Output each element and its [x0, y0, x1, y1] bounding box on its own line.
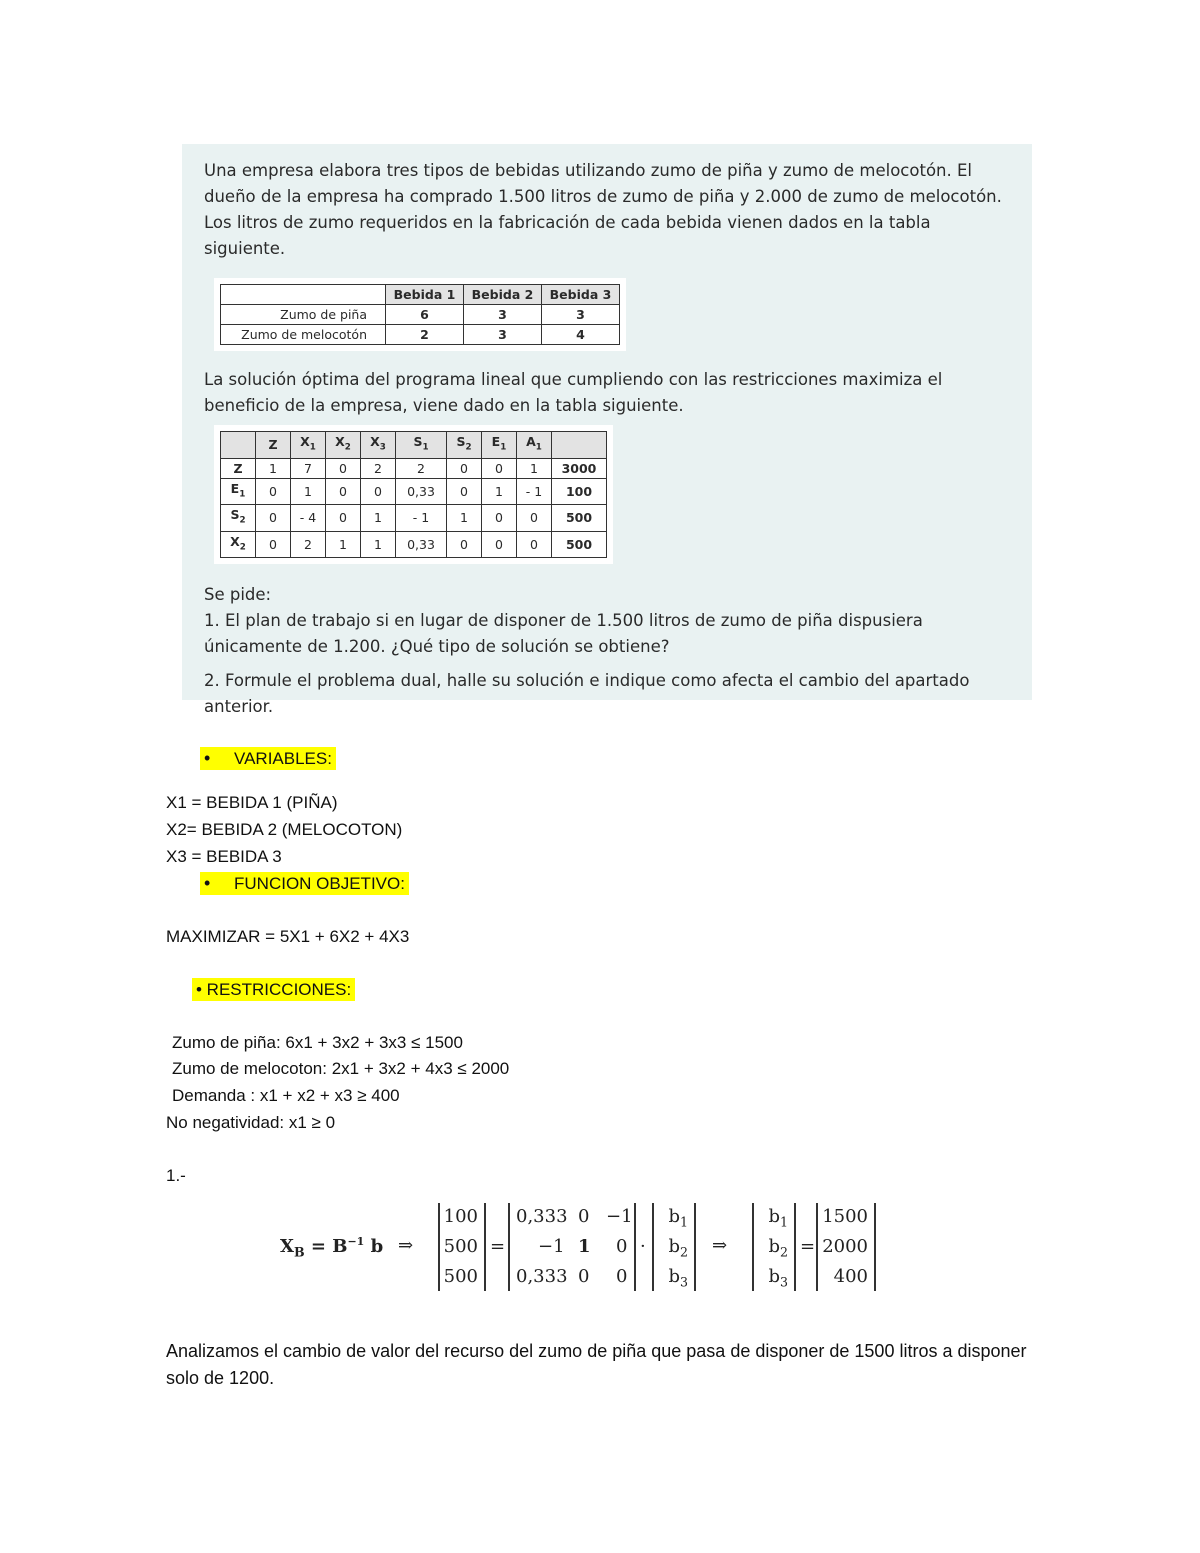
- table-cell: 2: [386, 325, 464, 345]
- dot-operator: ·: [640, 1236, 646, 1257]
- table-header: $S_1$: [396, 432, 447, 459]
- restrictions-heading: • RESTRICCIONES:: [192, 978, 355, 1001]
- problem-intro: Una empresa elabora tres tipos de bebidas utilizando zumo de piña y zumo de melocotón. El dueño de la empresa ha comprado 1.500 litros de zumo de piña y 2.000 de zumo de melocotón. Los litros de zumo requeridos en la fabricación de cada bebida vienen dados en la tabla siguiente.: [204, 161, 1002, 258]
- table-cell: 500: [552, 531, 607, 558]
- table-cell: 3: [464, 325, 542, 345]
- basis-formula: [280, 1203, 880, 1293]
- rhs-vector: 1500 2000 400: [816, 1203, 876, 1291]
- table-corner: [221, 432, 256, 459]
- table-cell: 7: [291, 458, 326, 478]
- restriction-line: Zumo de piña: 6x1 + 3x2 + 3x3 ≤ 1500: [172, 1033, 463, 1052]
- table-row: [221, 458, 607, 478]
- restriction-line: Demanda : x1 + x2 + x3 ≥ 400: [172, 1086, 400, 1105]
- table-header: $X_1$: [291, 432, 326, 459]
- equals-sign: =: [800, 1236, 816, 1257]
- table-header: $X_2$: [326, 432, 361, 459]
- table-header: $A_1$: [517, 432, 552, 459]
- table-header: Bebida 3: [542, 285, 620, 305]
- ask-label: Se pide:: [204, 585, 272, 604]
- table-cell: 1: [517, 458, 552, 478]
- row-label: $S_2$: [221, 505, 256, 532]
- row-label: Z: [221, 458, 256, 478]
- variable-line: X3 = BEBIDA 3: [166, 847, 282, 866]
- b-vector-2: $b_1$ $b_2$ $b_3$: [752, 1203, 796, 1291]
- table-cell: 3: [464, 305, 542, 325]
- table-cell: 100: [552, 478, 607, 505]
- bullet-icon: •: [204, 873, 211, 893]
- requirements-table-wrap: [214, 278, 626, 351]
- table-row: [221, 505, 607, 532]
- table-cell: 0: [361, 478, 396, 505]
- restriction-line: No negatividad: x1 ≥ 0: [166, 1113, 336, 1132]
- bullet-icon: •: [204, 748, 211, 768]
- variables-heading: • VARIABLES:: [200, 747, 336, 770]
- table-header: $E_1$: [482, 432, 517, 459]
- variables-heading-line: [200, 748, 336, 769]
- table-cell: 2: [396, 458, 447, 478]
- table-cell: 1: [291, 478, 326, 505]
- table-cell: 0: [326, 478, 361, 505]
- table-cell: 0: [482, 505, 517, 532]
- simplex-table: [220, 431, 607, 558]
- variable-line: X1 = BEBIDA 1 (PIÑA): [166, 793, 338, 812]
- table-cell: 0,33: [396, 478, 447, 505]
- table-cell: 1: [482, 478, 517, 505]
- table-row: [221, 325, 620, 345]
- table-cell: 0: [482, 531, 517, 558]
- table-row: [221, 531, 607, 558]
- table-header: Bebida 1: [386, 285, 464, 305]
- analysis-paragraph: Analizamos el cambio de valor del recurso del zumo de piña que pasa de disponer de 1500 litros a disponer solo de 1200.: [166, 1341, 1027, 1388]
- section-1-label: 1.-: [166, 1166, 186, 1185]
- table-cell: 0: [256, 505, 291, 532]
- table-cell: 0: [326, 458, 361, 478]
- table-cell: 1: [361, 531, 396, 558]
- b-vector: $b_1$ $b_2$ $b_3$: [652, 1203, 696, 1291]
- requirements-table: [220, 284, 620, 345]
- row-label: Zumo de melocotón: [221, 325, 386, 345]
- question-1: 1. El plan de trabajo si en lugar de disponer de 1.500 litros de zumo de piña dispusiera únicamente de 1.200. ¿Qué tipo de solución se obtiene?: [204, 611, 923, 656]
- implies-arrow-2: ⇒: [712, 1235, 728, 1256]
- table-cell: 1: [447, 505, 482, 532]
- table-cell: - 1: [517, 478, 552, 505]
- table-corner: [221, 285, 386, 305]
- table-row: [221, 305, 620, 325]
- table-header: $S_2$: [447, 432, 482, 459]
- objective-heading-line: [200, 873, 409, 894]
- formula-lhs: $X_B = B^{-1}$ b: [280, 1235, 384, 1260]
- table-cell: 0,33: [396, 531, 447, 558]
- table-cell: 3000: [552, 458, 607, 478]
- restrictions-heading-line: [192, 980, 355, 1000]
- table-cell: 0: [326, 505, 361, 532]
- table-cell: 3: [542, 305, 620, 325]
- table-cell: - 1: [396, 505, 447, 532]
- table-cell: 0: [447, 458, 482, 478]
- table-cell: 500: [552, 505, 607, 532]
- table-cell: 0: [256, 531, 291, 558]
- row-label: Zumo de piña: [221, 305, 386, 325]
- restriction-line: Zumo de melocoton: 2x1 + 3x2 + 4x3 ≤ 2000: [172, 1059, 510, 1078]
- solution-text: La solución óptima del programa lineal que cumpliendo con las restricciones maximiza el beneficio de la empresa, viene dado en la tabla siguiente.: [204, 370, 943, 415]
- table-cell: 0: [482, 458, 517, 478]
- table-header: [552, 432, 607, 459]
- equals-sign: =: [490, 1236, 506, 1257]
- table-cell: 4: [542, 325, 620, 345]
- table-header: $X_3$: [361, 432, 396, 459]
- table-cell: - 4: [291, 505, 326, 532]
- question-2: 2. Formule el problema dual, halle su solución e indique como afecta el cambio del apartado anterior.: [204, 671, 970, 716]
- table-cell: 6: [386, 305, 464, 325]
- table-cell: 1: [256, 458, 291, 478]
- xb-vector: 100 500 500: [438, 1203, 486, 1291]
- variable-line: X2= BEBIDA 2 (MELOCOTON): [166, 820, 403, 839]
- table-cell: 2: [291, 531, 326, 558]
- table-cell: 2: [361, 458, 396, 478]
- table-cell: 0: [517, 505, 552, 532]
- table-header: Bebida 2: [464, 285, 542, 305]
- table-cell: 1: [326, 531, 361, 558]
- table-header: Z: [256, 432, 291, 459]
- objective-function: MAXIMIZAR = 5X1 + 6X2 + 4X3: [166, 927, 410, 946]
- implies-arrow: ⇒: [398, 1235, 414, 1256]
- row-label: $E_1$: [221, 478, 256, 505]
- problem-statement-box: [182, 144, 1032, 716]
- row-label: $X_2$: [221, 531, 256, 558]
- table-cell: 0: [256, 478, 291, 505]
- table-cell: 0: [517, 531, 552, 558]
- table-cell: 0: [447, 478, 482, 505]
- table-cell: 0: [447, 531, 482, 558]
- objective-heading: • FUNCION OBJETIVO:: [200, 872, 409, 895]
- b-inverse-matrix: 0,333 0 −1 −1 1 0 0,333 0 0: [508, 1203, 636, 1291]
- table-cell: 1: [361, 505, 396, 532]
- table-row: [221, 478, 607, 505]
- simplex-table-wrap: [214, 425, 613, 564]
